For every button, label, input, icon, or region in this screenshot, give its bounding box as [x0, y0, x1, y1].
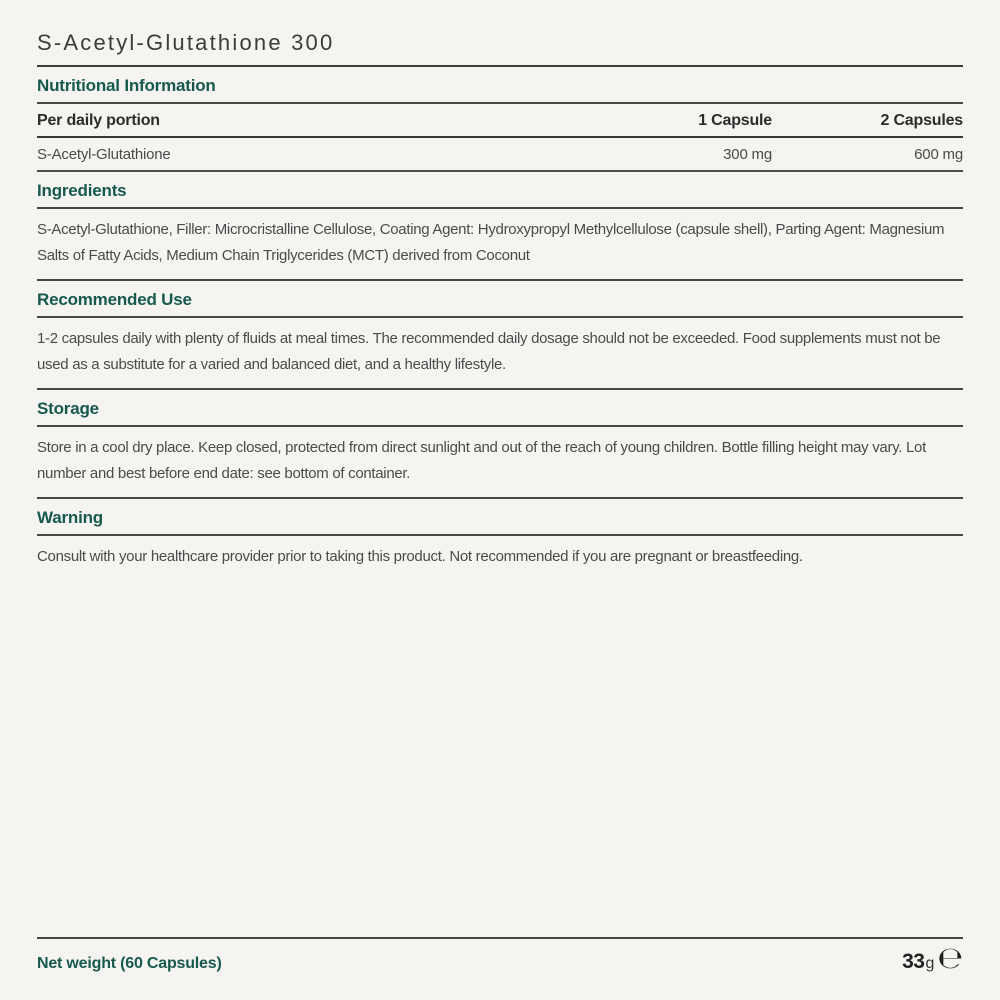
section-warning	[37, 499, 963, 580]
nutrient-amount-2-capsules: 600 mg	[914, 146, 963, 163]
section-storage	[37, 390, 963, 499]
product-title: S-Acetyl-Glutathione 300	[37, 30, 963, 67]
nutrition-table-header-row	[37, 104, 963, 138]
section-recommended-use	[37, 281, 963, 390]
net-weight-value: 33	[902, 950, 925, 973]
label-footer	[37, 937, 963, 1000]
recommended-use-text: 1-2 capsules daily with plenty of fluids at meal times. The recommended daily dosage should not be exceeded. Food supplements must not be used as a substitute for a varied and balanced diet, and a healthy lifestyle.	[37, 318, 963, 390]
net-weight-value-group	[902, 941, 963, 976]
storage-heading: Storage	[37, 390, 963, 427]
column-header-2-capsules: 2 Capsules	[880, 112, 963, 129]
ingredients-text: S-Acetyl-Glutathione, Filler: Microcristalline Cellulose, Coating Agent: Hydroxypropyl Methylcellulose (capsule shell), Parting Agent: Magnesium Salts of Fatty Acids, Medium Chain Triglycerides (MCT) derived from Coconut	[37, 209, 963, 281]
recommended-use-heading: Recommended Use	[37, 281, 963, 318]
net-weight-label: Net weight (60 Capsules)	[37, 955, 222, 972]
warning-heading: Warning	[37, 499, 963, 536]
ingredients-heading: Ingredients	[37, 172, 963, 209]
column-header-1-capsule: 1 Capsule	[698, 112, 772, 129]
nutrient-name: S-Acetyl-Glutathione	[37, 146, 171, 163]
column-header-per-daily-portion: Per daily portion	[37, 112, 160, 129]
table-row	[37, 138, 963, 172]
warning-text: Consult with your healthcare provider prior to taking this product. Not recommended if you are pregnant or breastfeeding.	[37, 548, 803, 565]
estimated-symbol-icon: ℮	[937, 941, 963, 976]
net-weight-unit: g	[925, 955, 935, 972]
storage-text: Store in a cool dry place. Keep closed, protected from direct sunlight and out of the reach of young children. Bottle filling height may vary. Lot number and best before end date: see bottom of container.	[37, 427, 963, 499]
nutritional-information-heading: Nutritional Information	[37, 67, 963, 104]
nutrient-amount-1-capsule: 300 mg	[723, 146, 772, 163]
section-ingredients	[37, 172, 963, 281]
section-nutritional-information	[37, 67, 963, 172]
